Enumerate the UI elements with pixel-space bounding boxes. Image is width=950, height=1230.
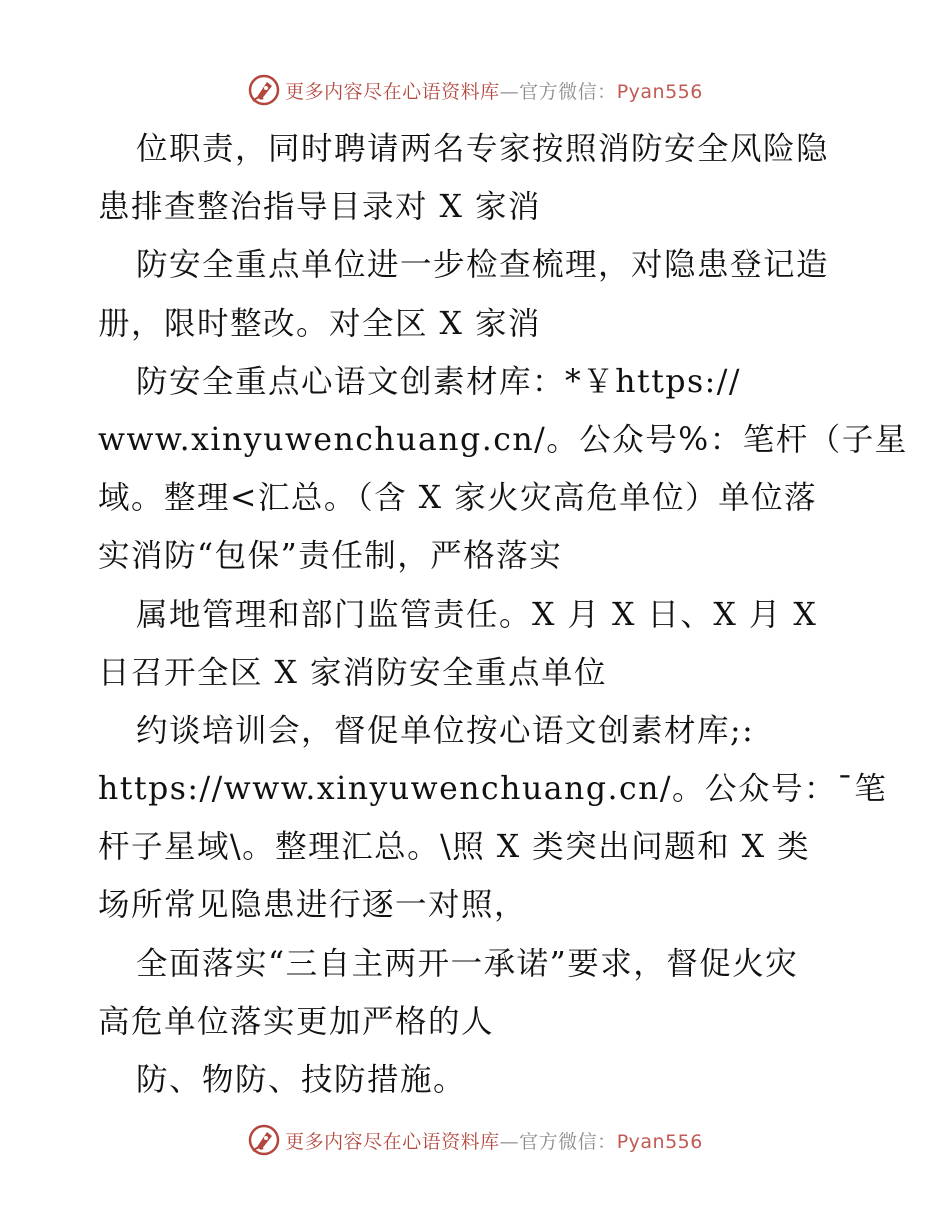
body-line: www.xinyuwenchuang.cn/。公众号%：笔杆（子星 xyxy=(98,421,908,458)
header-banner-dash: — xyxy=(499,80,520,103)
body-line: 患排查整治指导目录对 X 家消 xyxy=(98,189,541,226)
body-line: 防安全重点心语文创素材库：*￥https:// xyxy=(136,363,742,400)
footer-banner-wechat-id: Pyan556 xyxy=(616,1130,703,1153)
body-line: 杆子星域\。整理汇总。\照 X 类突出问题和 X 类 xyxy=(98,829,811,866)
body-line: https://www.xinyuwenchuang.cn/。公众号：¯笔 xyxy=(98,771,888,808)
header-banner-wechat: 官方微信： xyxy=(519,80,617,103)
footer-banner-text xyxy=(285,1127,703,1154)
header-banner-inner xyxy=(247,73,703,107)
body-line: 实消防“包保”责任制，严格落实 xyxy=(98,538,563,575)
document-body xyxy=(98,120,908,1109)
body-line: 场所常见隐患进行逐一对照， xyxy=(98,887,528,924)
body-line: 防、物防、技防措施。 xyxy=(136,1062,467,1098)
footer-banner xyxy=(0,1120,950,1160)
pen-nib-logo-icon xyxy=(247,1123,281,1157)
body-line: 属地管理和部门监管责任。X 月 X 日、X 月 X xyxy=(136,596,818,633)
footer-banner-main: 更多内容尽在心语资料库 xyxy=(285,1130,500,1153)
header-banner xyxy=(0,70,950,110)
body-line: 高危单位落实更加严格的人 xyxy=(98,1003,495,1040)
body-line: 位职责，同时聘请两名专家按照消防安全风险隐 xyxy=(136,131,830,167)
body-line: 册，限时整改。对全区 X 家消 xyxy=(98,305,541,342)
body-line: 日召开全区 X 家消防安全重点单位 xyxy=(98,654,607,691)
footer-banner-wechat: 官方微信： xyxy=(519,1130,617,1153)
header-banner-main: 更多内容尽在心语资料库 xyxy=(285,80,500,103)
body-line: 防安全重点单位进一步检查梳理，对隐患登记造 xyxy=(136,247,830,284)
footer-banner-dash: — xyxy=(499,1130,520,1153)
pen-nib-logo-icon xyxy=(247,73,281,107)
body-line: 全面落实“三自主两开一承诺”要求，督促火灾 xyxy=(136,945,799,982)
header-banner-text xyxy=(285,77,703,104)
header-banner-wechat-id: Pyan556 xyxy=(616,80,703,103)
body-line: 域。整理<汇总。（含 X 家火灾高危单位）单位落 xyxy=(98,480,818,517)
body-line: 约谈培训会，督促单位按心语文创素材库;: xyxy=(136,712,755,749)
footer-banner-inner xyxy=(247,1123,703,1157)
